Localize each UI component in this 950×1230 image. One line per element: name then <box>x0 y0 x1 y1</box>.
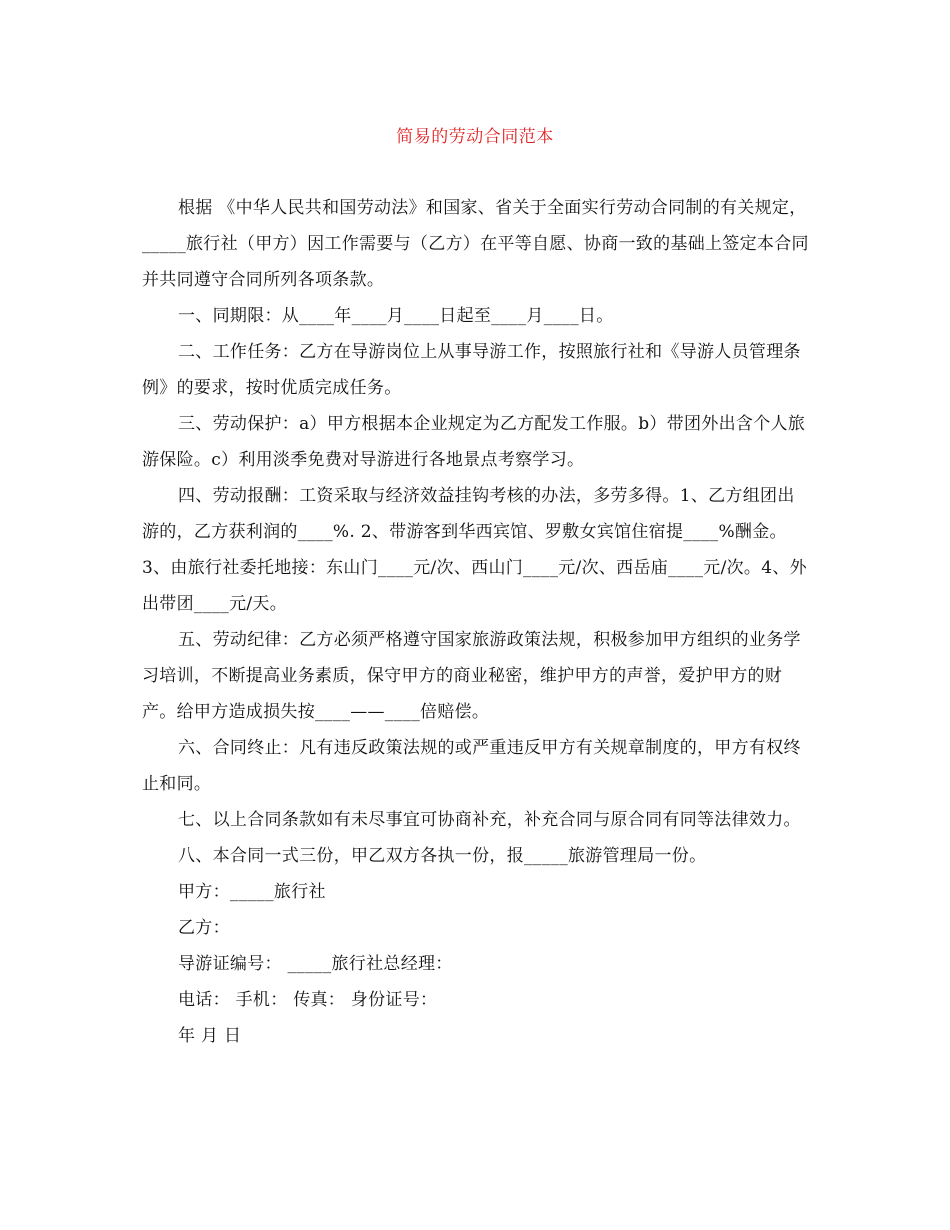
signature-party-b: 乙方： <box>178 918 230 938</box>
clause-labor-protection: 三、劳动保护：a）甲方根据本企业规定为乙方配发工作服。b）带团外出含个人旅游保险。c）利用淡季免费对导游进行各地景点考察学习。 <box>142 414 806 470</box>
signature-party-a: 甲方：_____旅行社 <box>178 882 326 902</box>
document-title: 简易的劳动合同范本 <box>396 127 554 147</box>
clause-copies: 八、本合同一式三份，甲乙双方各执一份，报_____旅游管理局一份。 <box>178 846 707 866</box>
intro-paragraph: 根据 《中华人民共和国劳动法》和国家、省关于全面实行劳动合同制的有关规定，_____旅行社（甲方）因工作需要与（乙方）在平等自愿、协商一致的基础上签定本合同并共同遵守合同所列各项条款。 <box>142 198 809 290</box>
clause-term: 一、同期限：从____年____月____日起至____月____日。 <box>178 306 614 326</box>
document-body <box>142 190 810 1054</box>
clause-termination: 六、合同终止：凡有违反政策法规的或严重违反甲方有关规章制度的，甲方有权终止和同。 <box>142 738 801 794</box>
clause-supplement: 七、以上合同条款如有未尽事宜可协商补充，补充合同与原合同有同等法律效力。 <box>178 810 801 830</box>
clause-work-task: 二、工作任务：乙方在导游岗位上从事导游工作，按照旅行社和《导游人员管理条例》的要求，按时优质完成任务。 <box>142 342 801 398</box>
signature-contact: 电话： 手机： 传真： 身份证号： <box>178 990 438 1010</box>
signature-guide-cert: 导游证编号： _____旅行社总经理： <box>178 954 453 974</box>
signature-date: 年 月 日 <box>178 1026 242 1046</box>
clause-discipline: 五、劳动纪律：乙方必须严格遵守国家旅游政策法规，积极参加甲方组织的业务学习培训，不断提高业务素质，保守甲方的商业秘密，维护甲方的声誉，爱护甲方的财产。给甲方造成损失按____——____倍赔偿。 <box>142 630 801 722</box>
clause-remuneration: 四、劳动报酬：工资采取与经济效益挂钩考核的办法，多劳多得。1、乙方组团出游的，乙方获利润的____%. 2、带游客到华西宾馆、罗敷女宾馆住宿提____%酬金。3、由旅行社委托地接：东山门____元/次、西山门____元/次、西岳庙____元/次。4、外出带团____元/天。 <box>142 486 807 614</box>
